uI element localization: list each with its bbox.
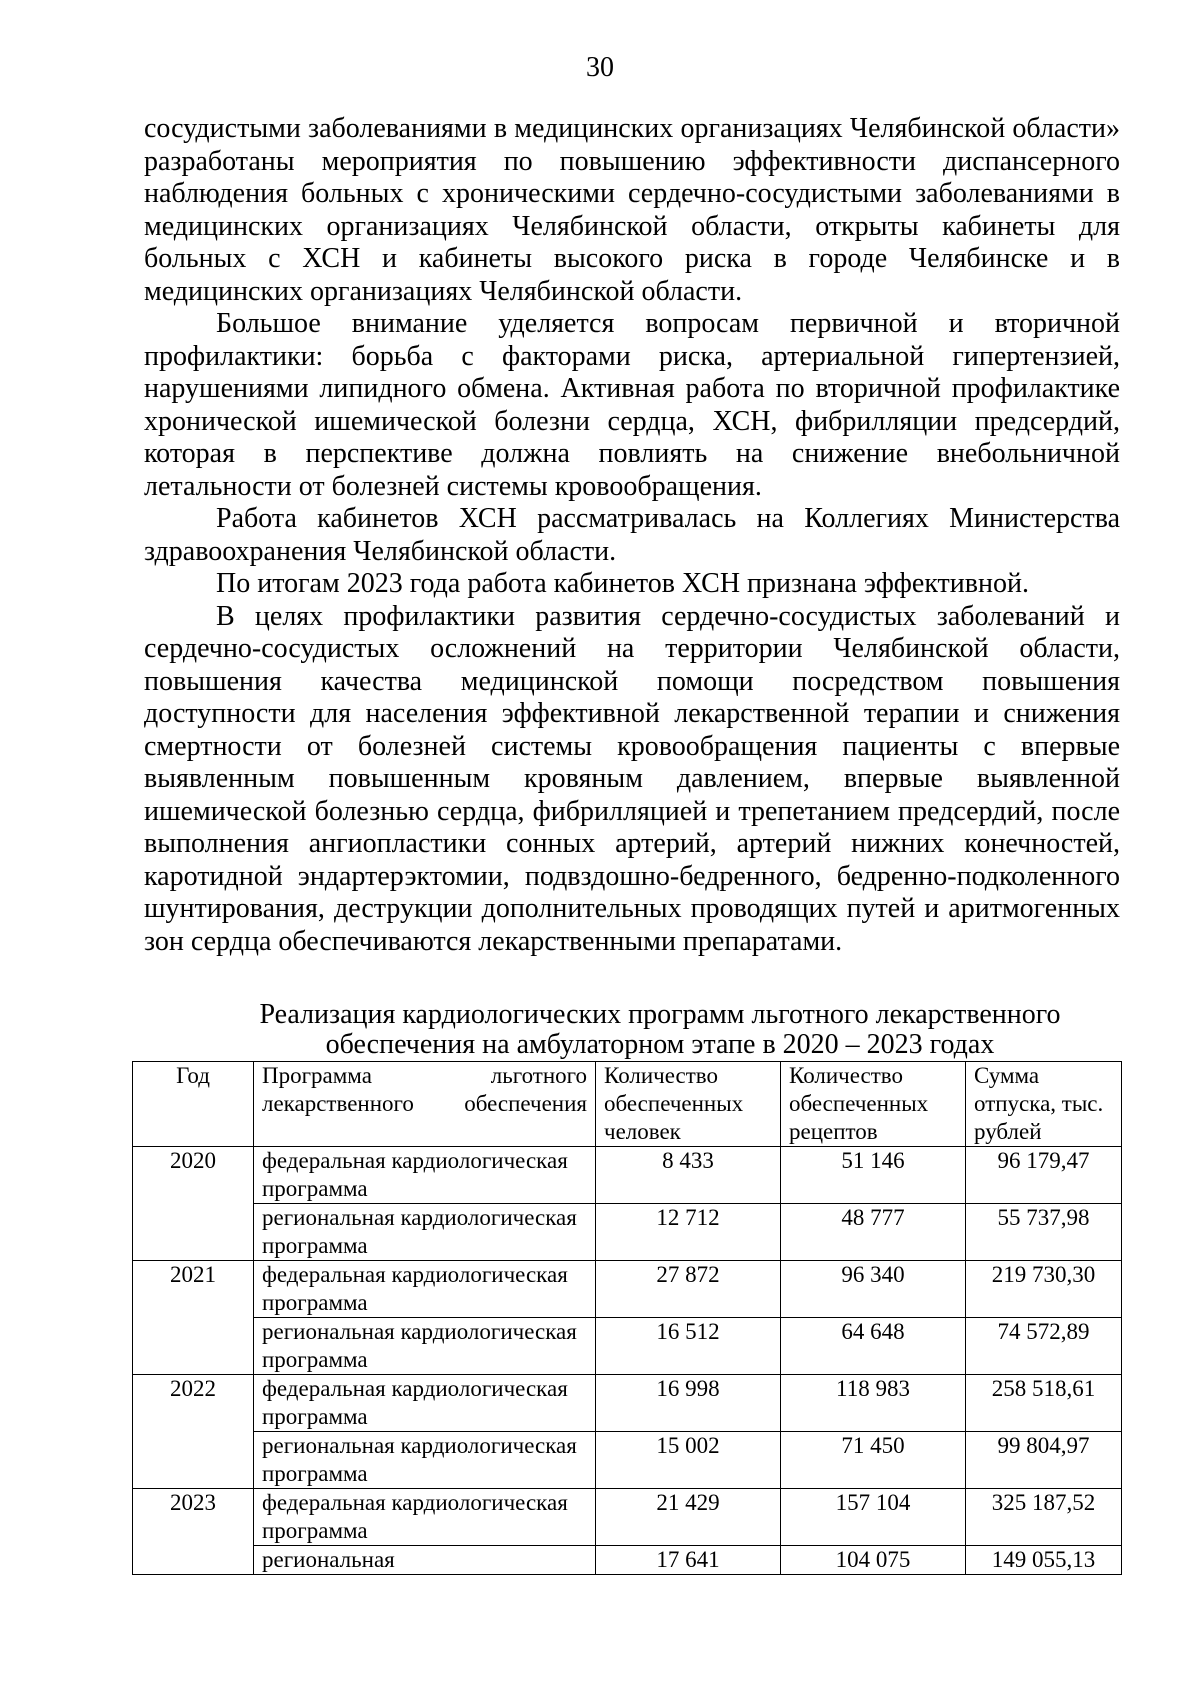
cell-people: 17 641	[596, 1546, 781, 1575]
cell-people: 16 998	[596, 1375, 781, 1432]
cell-program: региональная кардиологическая программа	[254, 1204, 596, 1261]
cell-people: 21 429	[596, 1489, 781, 1546]
cell-people: 27 872	[596, 1261, 781, 1318]
table-caption-line: Реализация кардиологических программ льготного лекарственного	[259, 999, 1061, 1030]
cell-year: 2021	[133, 1261, 254, 1375]
cell-recipes: 51 146	[781, 1147, 966, 1204]
header-sum: Сумма отпуска, тыс. рублей	[966, 1062, 1122, 1147]
paragraph: Работа кабинетов ХСН рассматривалась на Коллегиях Министерства здравоохранения Челябинской области.	[144, 503, 1120, 567]
header-people: Количество обеспеченных человек	[596, 1062, 781, 1147]
cell-program: федеральная кардиологическая программа	[254, 1261, 596, 1318]
cell-people: 15 002	[596, 1432, 781, 1489]
paragraph: В целях профилактики развития сердечно-сосудистых заболеваний и сердечно-сосудистых осложнений на территории Челябинской области, повышения качества медицинской помощи посредством повышения доступности для населения эффективной лекарственной терапии и снижения смертности от болезней системы кровообращения пациенты с впервые выявленным повышенным кровяным давлением, впервые выявленной ишемической болезнью сердца, фибрилляцией и трепетанием предсердий, после выполнения ангиопластики сонных артерий, артерий нижних конечностей, каротидной эндартерэктомии, подвздошно-бедренного, бедренно-подколенного шунтирования, деструкции дополнительных проводящих путей и аритмогенных зон сердца обеспечиваются лекарственными препаратами.	[144, 600, 1120, 957]
cell-year: 2022	[133, 1375, 254, 1489]
paragraph: По итогам 2023 года работа кабинетов ХСН признана эффективной.	[216, 568, 1029, 599]
header-year: Год	[133, 1062, 254, 1147]
cell-program: региональная кардиологическая программа	[254, 1318, 596, 1375]
drug-provision-table	[132, 1061, 1122, 1575]
cell-recipes: 157 104	[781, 1489, 966, 1546]
header-recipes: Количество обеспеченных рецептов	[781, 1062, 966, 1147]
cell-program: региональная кардиологическая программа	[254, 1432, 596, 1489]
page-number: 30	[586, 52, 614, 83]
cell-sum: 325 187,52	[966, 1489, 1122, 1546]
cell-program: федеральная кардиологическая программа	[254, 1489, 596, 1546]
cell-recipes: 118 983	[781, 1375, 966, 1432]
cell-sum: 96 179,47	[966, 1147, 1122, 1204]
cell-sum: 74 572,89	[966, 1318, 1122, 1375]
cell-program: федеральная кардиологическая программа	[254, 1375, 596, 1432]
cell-recipes: 71 450	[781, 1432, 966, 1489]
table-row	[133, 1147, 1122, 1204]
cell-recipes: 64 648	[781, 1318, 966, 1375]
table-header-row	[133, 1062, 1122, 1147]
table-caption-line: обеспечения на амбулаторном этапе в 2020 – 2023 годах	[325, 1029, 995, 1060]
paragraph: Большое внимание уделяется вопросам первичной и вторичной профилактики: борьба с факторами риска, артериальной гипертензией, нарушениями липидного обмена. Активная работа по вторичной профилактике хронической ишемической болезни сердца, ХСН, фибрилляции предсердий, которая в перспективе должна повлиять на снижение внебольничной летальности от болезней системы кровообращения.	[144, 308, 1120, 502]
cell-year: 2023	[133, 1489, 254, 1575]
table-row	[133, 1318, 1122, 1375]
cell-sum: 149 055,13	[966, 1546, 1122, 1575]
cell-recipes: 96 340	[781, 1261, 966, 1318]
cell-year: 2020	[133, 1147, 254, 1261]
table-row	[133, 1204, 1122, 1261]
paragraph: сосудистыми заболеваниями в медицинских организациях Челябинской области» разработаны мероприятия по повышению эффективности диспансерного наблюдения больных с хроническими сердечно-сосудистыми заболеваниями в медицинских организациях Челябинской области, открыты кабинеты для больных с ХСН и кабинеты высокого риска в городе Челябинске и в медицинских организациях Челябинской области.	[144, 113, 1120, 307]
table-row	[133, 1432, 1122, 1489]
body-text	[144, 113, 1120, 958]
cell-program: федеральная кардиологическая программа	[254, 1147, 596, 1204]
cell-people: 12 712	[596, 1204, 781, 1261]
cell-recipes: 48 777	[781, 1204, 966, 1261]
cell-recipes: 104 075	[781, 1546, 966, 1575]
cell-people: 8 433	[596, 1147, 781, 1204]
cell-people: 16 512	[596, 1318, 781, 1375]
table-row	[133, 1375, 1122, 1432]
header-program	[254, 1062, 596, 1147]
table-caption	[220, 1000, 1100, 1060]
cell-sum: 219 730,30	[966, 1261, 1122, 1318]
table-row	[133, 1261, 1122, 1318]
cell-program: региональная	[254, 1546, 596, 1575]
cell-sum: 55 737,98	[966, 1204, 1122, 1261]
table-row	[133, 1489, 1122, 1546]
cell-sum: 258 518,61	[966, 1375, 1122, 1432]
cell-sum: 99 804,97	[966, 1432, 1122, 1489]
header-program-text: Программа льготного лекарственного обеспечения	[262, 1063, 587, 1116]
table-row	[133, 1546, 1122, 1575]
